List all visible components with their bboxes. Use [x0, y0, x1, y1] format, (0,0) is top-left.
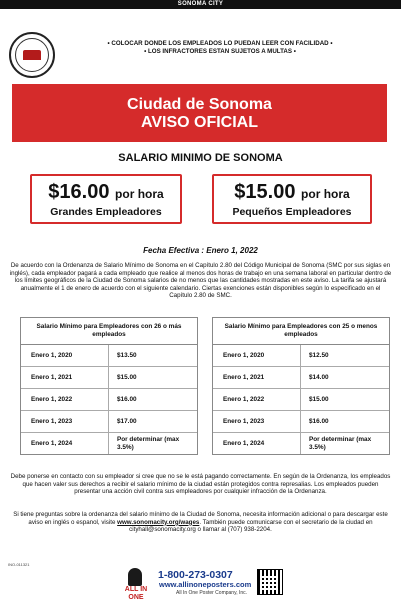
row-value: $16.00 [117, 395, 137, 403]
row-value: $12.50 [309, 351, 329, 359]
paragraph-ordinance: De acuerdo con la Ordenanza de Salario Mínimo de Sonoma en el Capítulo 2.80 del Código Municipal de Sonoma (SMC por sus siglas en inglés), cada empleador pagará a cada empleado que realice al menos dos horas de trabajo en una semana laboral en particular dentro de los límites geográficos de la Ciudad de Sonoma salarios de no menos que las cantidades mostradas en este aviso. La tarifa se ajustará anualmente el 1 de enero de acuerdo con el siguiente calendario. Ciertas exenciones están disponibles según lo especificado en el Capítulo 2.80 de SMC. [9, 262, 392, 300]
table-row [213, 433, 389, 454]
schedule-table-small [212, 317, 390, 455]
footer-website[interactable]: www.allinoneposters.com [159, 580, 252, 589]
row-value: $15.00 [309, 395, 329, 403]
table-row [21, 389, 197, 411]
contact-text-b: . También puede comunicarse con el secretario de la ciudad en cityhall@sonomacity.org o llamar al (707) 938-2204. [129, 518, 373, 534]
row-date: Enero 1, 2024 [21, 433, 109, 454]
table-row [21, 367, 197, 389]
row-date: Enero 1, 2024 [213, 433, 301, 454]
row-value: $15.00 [117, 373, 137, 381]
table-row [21, 345, 197, 367]
row-value: Por determinar (max 3.5%) [117, 436, 180, 451]
top-label: SONOMA CITY [0, 0, 401, 9]
poster-code: INO-011321 [8, 562, 30, 567]
instruction-line-1: • COLOCAR DONDE LOS EMPLEADOS LO PUEDAN LEER CON FACILIDAD • [107, 40, 333, 47]
row-date: Enero 1, 2023 [21, 411, 109, 432]
wage-group: Grandes Empleadores [50, 206, 162, 218]
wage-unit: por hora [301, 187, 350, 201]
row-value: $17.00 [117, 417, 137, 425]
title-banner [12, 84, 387, 142]
table-row [213, 411, 389, 433]
qr-code-icon[interactable] [257, 569, 283, 595]
wage-box-large [30, 174, 182, 224]
table-header: Salario Mínimo para Empleadores con 26 o más empleados [21, 318, 197, 345]
table-header: Salario Mínimo para Empleadores con 25 o menos empleados [213, 318, 389, 345]
schedule-table-large [20, 317, 198, 455]
table-row [213, 367, 389, 389]
logo-text: ALL IN ONE [124, 586, 148, 601]
row-value: $16.00 [309, 417, 329, 425]
row-date: Enero 1, 2022 [213, 389, 301, 410]
effective-date: Fecha Efectiva : Enero 1, 2022 [143, 246, 258, 255]
contact-text-a: Si tiene preguntas sobre la ordenanza del salario mínimo de la Ciudad de Sonoma, necesita información adicional o para descargar este aviso en inglés o espanol, visite [13, 511, 388, 526]
footer-company: All In One Poster Company, Inc. [176, 590, 248, 596]
row-date: Enero 1, 2022 [21, 389, 109, 410]
wage-amount: $16.00 [48, 181, 110, 203]
row-value: $14.00 [309, 373, 329, 381]
row-value: Por determinar (max 3.5%) [309, 436, 372, 451]
row-date: Enero 1, 2021 [213, 367, 301, 388]
paragraph-retaliation: Debe ponerse en contacto con su empleador si cree que no se le está pagando correctamente. En según de la Ordenanza, los empleados que hacen valer sus derechos a recibir el salario mínimo de la ciudad están protegidos contra represalias. Los empleados pueden presentar una acción civil contra sus empleadores por cualquier infracción de la Ordenanza. [10, 473, 391, 496]
row-date: Enero 1, 2020 [213, 345, 301, 366]
table-row [21, 433, 197, 454]
wage-box-small [212, 174, 372, 224]
all-in-one-logo-icon [120, 568, 152, 601]
posting-instructions [70, 40, 370, 56]
wage-amount-line [32, 180, 180, 206]
city-seal-icon [9, 32, 55, 78]
wage-group: Pequeños Empleadores [232, 206, 352, 218]
table-row [213, 389, 389, 411]
instruction-line-2: • LOS INFRACTORES ESTAN SUJETOS A MULTAS • [144, 48, 296, 55]
wage-unit: por hora [115, 187, 164, 201]
paragraph-contact [9, 511, 392, 534]
footer-phone[interactable]: 1-800-273-0307 [158, 569, 233, 581]
page-subtitle: SALARIO MINIMO DE SONOMA [118, 152, 283, 164]
banner-notice: AVISO OFICIAL [140, 114, 259, 131]
table-row [21, 411, 197, 433]
row-value: $13.50 [117, 351, 137, 359]
wage-amount: $15.00 [234, 181, 296, 203]
row-date: Enero 1, 2020 [21, 345, 109, 366]
wages-link[interactable]: www.sonomacity.org/wages [117, 518, 200, 526]
table-row [213, 345, 389, 367]
banner-city: Ciudad de Sonoma [127, 96, 272, 113]
wage-amount-line [214, 180, 370, 206]
row-date: Enero 1, 2023 [213, 411, 301, 432]
row-date: Enero 1, 2021 [21, 367, 109, 388]
